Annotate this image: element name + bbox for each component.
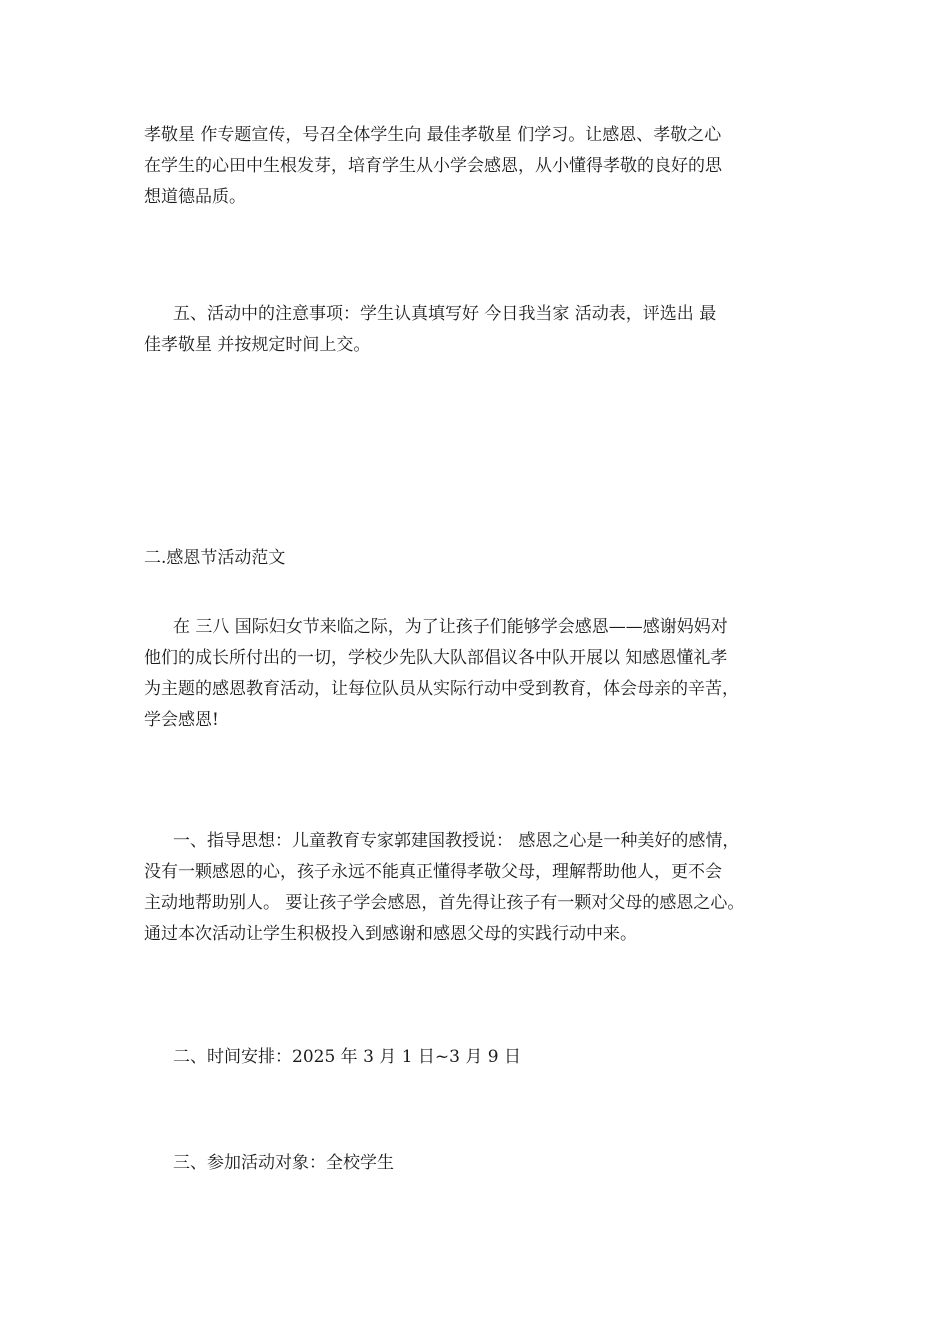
text-line: 在学生的心田中生根发芽，培育学生从小学会感恩，从小懂得孝敬的良好的思 bbox=[144, 156, 722, 176]
paragraph-background bbox=[144, 612, 824, 736]
text-line: 他们的成长所付出的一切，学校少先队大队部倡议各中队开展以 知感恩懂礼孝 bbox=[144, 648, 728, 668]
text-line: 学会感恩! bbox=[144, 710, 219, 730]
text-line: 为主题的感恩教育活动，让每位队员从实际行动中受到教育，体会母亲的辛苦， bbox=[144, 679, 739, 699]
text-line: 在 三八 国际妇女节来临之际，为了让孩子们能够学会感恩——感谢妈妈对 bbox=[173, 617, 728, 637]
text-line: 五、活动中的注意事项：学生认真填写好 今日我当家 活动表，评选出 最 bbox=[173, 304, 717, 324]
text-line: 佳孝敬星 并按规定时间上交。 bbox=[144, 335, 371, 355]
section-heading bbox=[144, 543, 824, 574]
paragraph-intro-continued bbox=[144, 120, 824, 213]
text-line: 想道德品质。 bbox=[144, 187, 246, 207]
text-line: 通过本次活动让学生积极投入到感谢和感恩父母的实践行动中来。 bbox=[144, 924, 637, 944]
paragraph-participants bbox=[144, 1148, 824, 1179]
text-line: 孝敬星 作专题宣传，号召全体学生向 最佳孝敬星 们学习。让感恩、孝敬之心 bbox=[144, 125, 722, 145]
text-line: 二、时间安排：2025 年 3 月 1 日~3 月 9 日 bbox=[173, 1047, 522, 1067]
paragraph-guiding-thought bbox=[144, 826, 824, 950]
paragraph-notes bbox=[144, 299, 824, 361]
text-line: 三、参加活动对象：全校学生 bbox=[173, 1153, 394, 1173]
text-line: 一、指导思想：儿童教育专家郭建国教授说： 感恩之心是一种美好的感情， bbox=[173, 831, 740, 851]
paragraph-schedule bbox=[144, 1042, 824, 1073]
text-line: 没有一颗感恩的心，孩子永远不能真正懂得孝敬父母，理解帮助他人，更不会 bbox=[144, 862, 722, 882]
text-line: 主动地帮助别人。 要让孩子学会感恩，首先得让孩子有一颗对父母的感恩之心。 bbox=[144, 893, 745, 913]
section-heading-text: 二.感恩节活动范文 bbox=[144, 548, 286, 568]
